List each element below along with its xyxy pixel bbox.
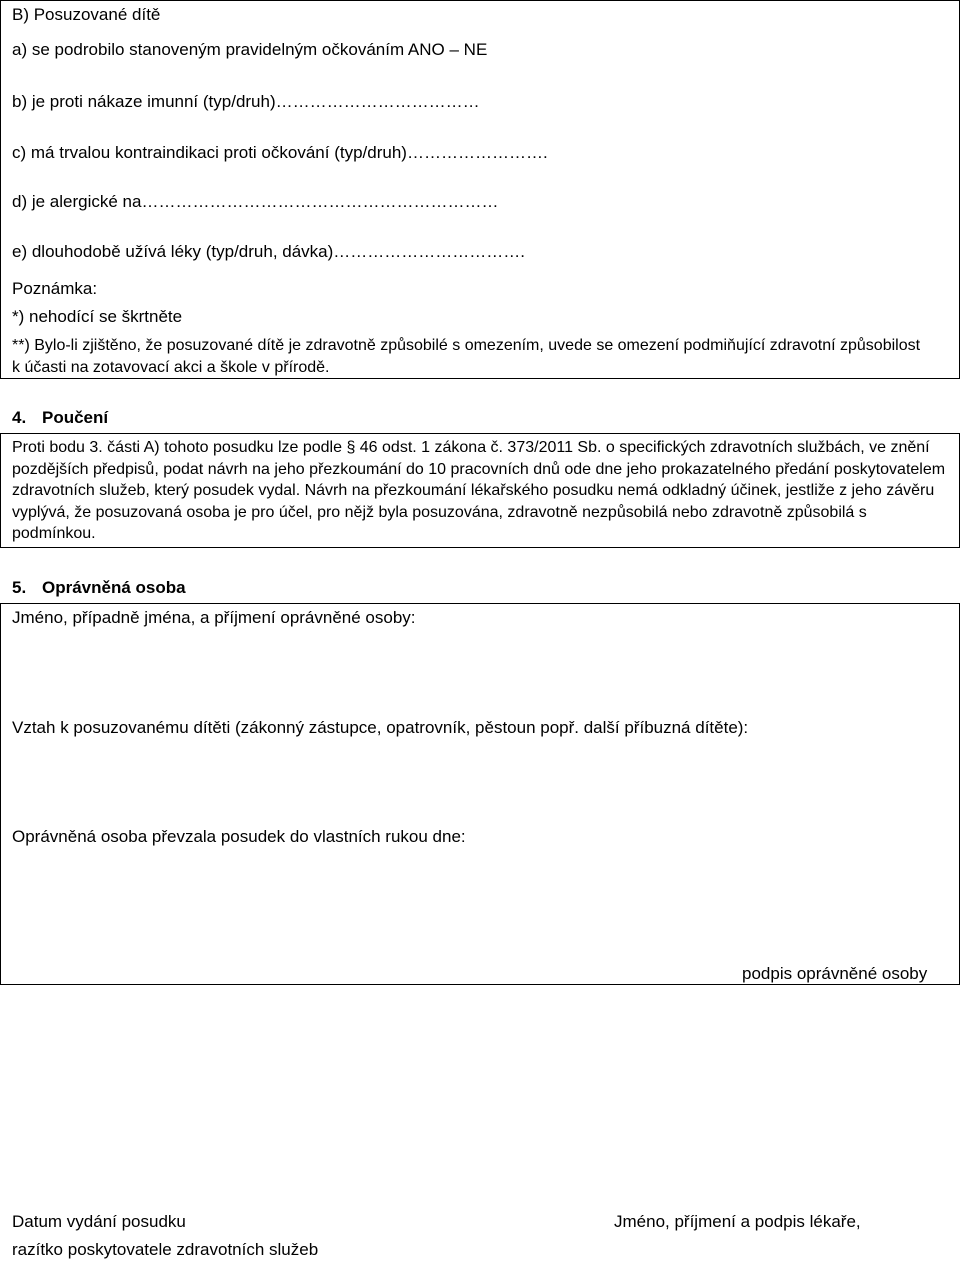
received-date-label: Oprávněná osoba převzala posudek do vlastních rukou dne:	[12, 827, 466, 846]
relation-label: Vztah k posuzovanému dítěti (zákonný zástupce, opatrovník, pěstoun popř. další příbuzná dítěte):	[12, 718, 749, 737]
section-4-number: 4.	[12, 408, 27, 427]
section-5-heading	[12, 578, 186, 598]
note-label: Poznámka:	[12, 279, 98, 298]
provider-stamp-label: razítko poskytovatele zdravotních služeb	[12, 1240, 319, 1259]
issue-date-label: Datum vydání posudku	[12, 1212, 186, 1231]
allergy-field: d) je alergické na………………………………………………………	[12, 192, 499, 211]
section-5-title: Oprávněná osoba	[42, 578, 186, 597]
medication-field: e) dlouhodobě užívá léky (typ/druh, dávka)…………………………….	[12, 242, 526, 261]
authorized-person-signature-label: podpis oprávněné osoby	[742, 964, 928, 983]
contraindication-field: c) má trvalou kontraindikaci proti očkování (typ/druh)…………………….	[12, 143, 548, 162]
doctor-signature-label: Jméno, příjmení a podpis lékaře,	[614, 1212, 861, 1231]
section-b-title: B) Posuzované dítě	[12, 5, 161, 24]
note-strike-out: *) nehodící se škrtněte	[12, 307, 183, 326]
authorized-person-name-label: Jméno, případně jména, a příjmení oprávněné osoby:	[12, 608, 416, 627]
vaccination-field: a) se podrobilo stanoveným pravidelným očkováním ANO – NE	[12, 40, 488, 59]
note-restriction: **) Bylo-li zjištěno, že posuzované dítě je zdravotně způsobilé s omezením, uvede se omezení podmiňující zdravotní způsobilost k účasti na zotavovací akci a škole v přírodě.	[12, 337, 921, 376]
section-4-heading	[12, 408, 108, 428]
section-4-title: Poučení	[42, 408, 109, 427]
section-5-box	[0, 603, 960, 985]
section-5-number: 5.	[12, 578, 27, 597]
immunity-field: b) je proti nákaze imunní (typ/druh)………………………………	[12, 92, 480, 111]
instruction-text: Proti bodu 3. části A) tohoto posudku lze podle § 46 odst. 1 zákona č. 373/2011 Sb. o specifických zdravotních službách, ve znění pozdějších předpisů, podat návrh na jeho přezkoumání do 10 pracovních dnů ode dne jeho prokazatelného předání poskytovatelem zdravotních služeb, který posudek vydal. Návrh na přezkoumání lékařského posudku nemá odkladný účinek, jestliže z jeho závěru vyplývá, že posuzovaná osoba je pro účel, pro nějž byla posuzována, zdravotně nezpůsobilá nebo zdravotně způsobilá s podmínkou.	[12, 439, 946, 542]
